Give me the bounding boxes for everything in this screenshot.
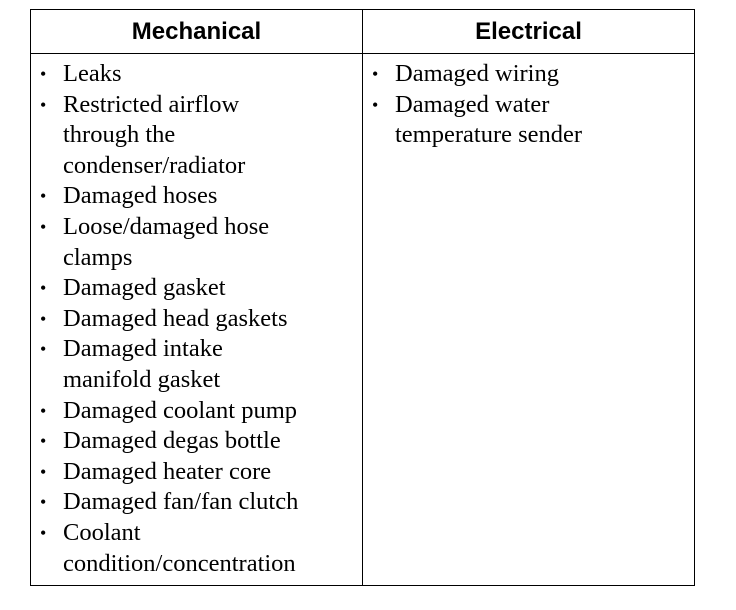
- list-item: • Damaged fan/fan clutch: [31, 487, 373, 518]
- list-item: • Damaged intake manifold gasket: [31, 334, 293, 395]
- list-item: • Damaged water temperature sender: [363, 90, 635, 151]
- list-item: • Damaged gasket: [31, 273, 353, 304]
- list-item: • Damaged wiring: [363, 59, 635, 90]
- list-item: • Loose/damaged hose clamps: [31, 212, 338, 273]
- list-item: • Coolant condition/concentration: [31, 518, 263, 579]
- mechanical-column: [31, 54, 363, 585]
- list-item: • Damaged head gaskets: [31, 304, 363, 335]
- mechanical-list: [31, 59, 362, 579]
- diagnosis-table: [30, 9, 695, 586]
- electrical-header: Electrical: [363, 10, 694, 54]
- list-item: • Damaged heater core: [31, 457, 373, 488]
- list-item: • Damaged coolant pump: [31, 396, 373, 427]
- list-item: • Damaged hoses: [31, 181, 333, 212]
- list-item: • Damaged degas bottle: [31, 426, 373, 457]
- electrical-column: [363, 54, 694, 585]
- mechanical-header: Mechanical: [31, 10, 363, 54]
- list-item: • Leaks: [31, 59, 263, 90]
- list-item: • Restricted airflow through the condenser/radiator: [31, 90, 308, 182]
- electrical-list: [363, 59, 694, 151]
